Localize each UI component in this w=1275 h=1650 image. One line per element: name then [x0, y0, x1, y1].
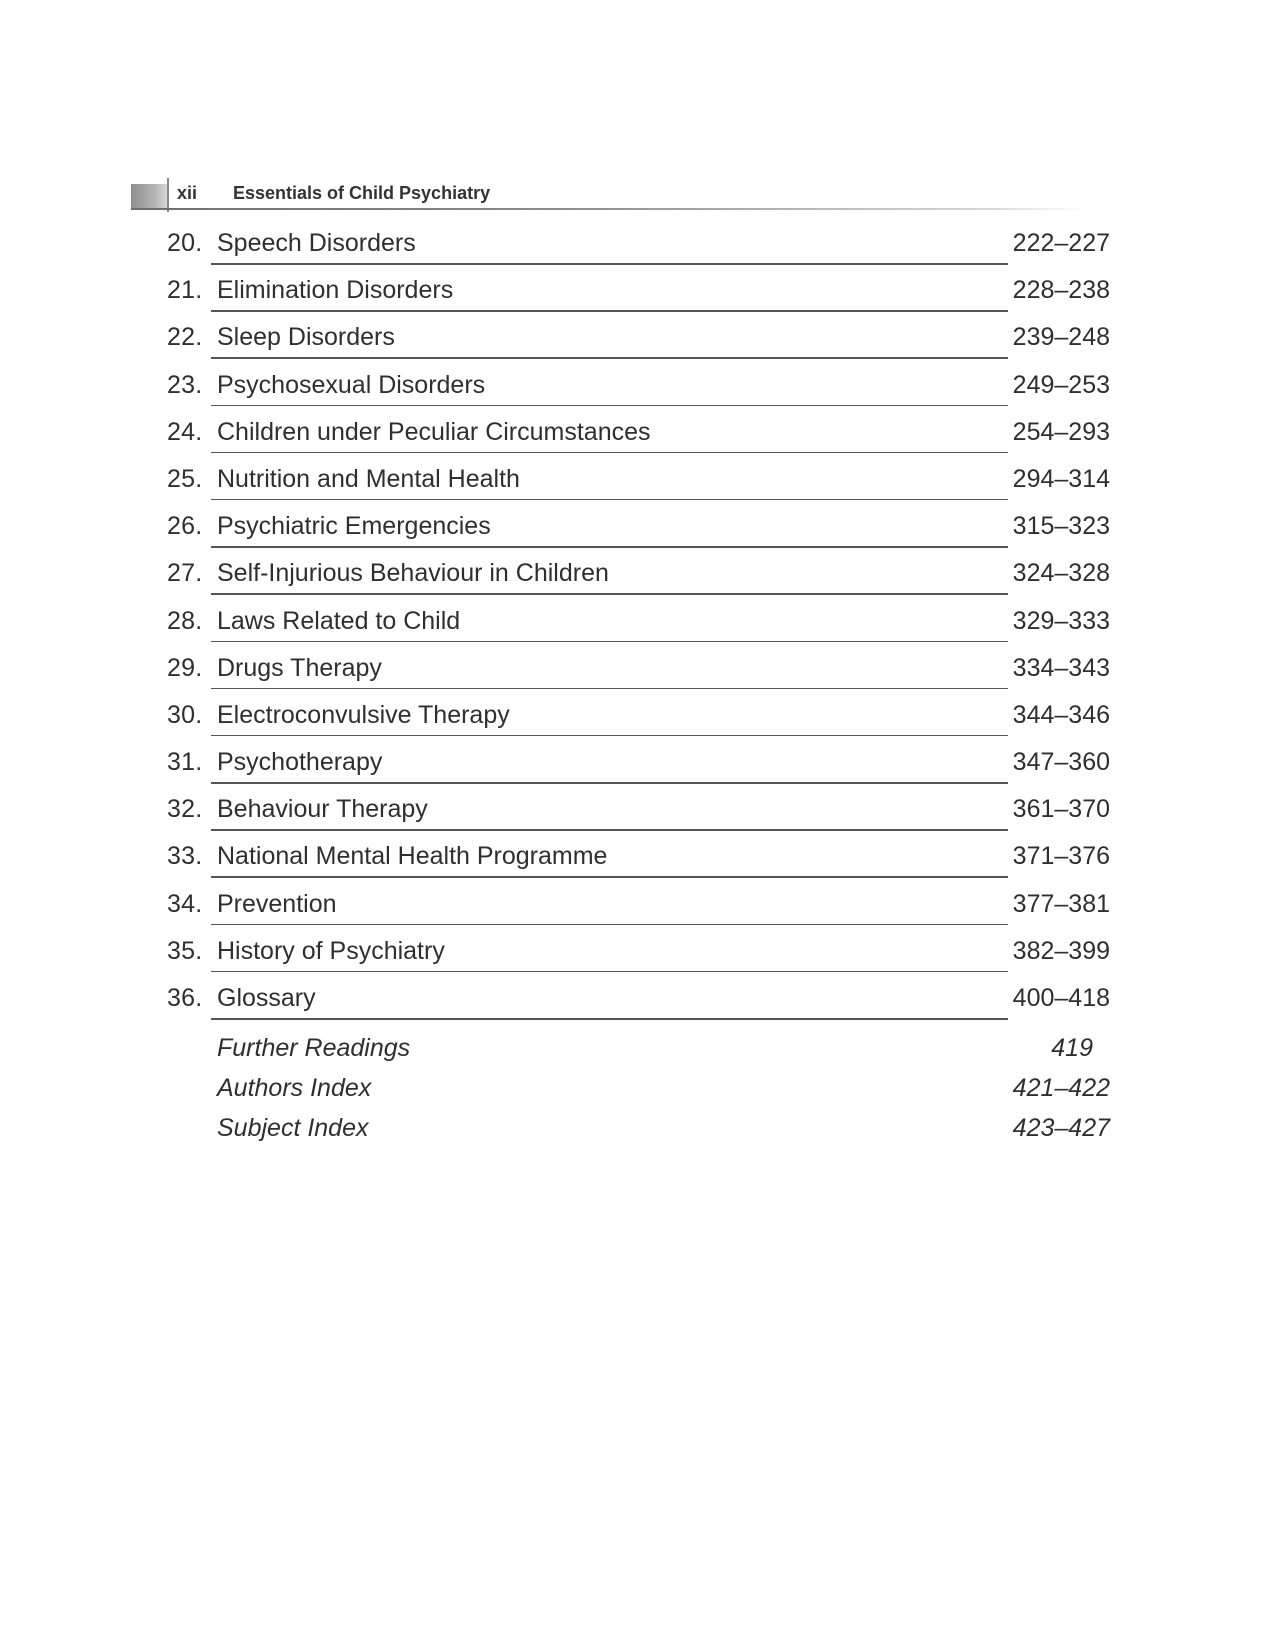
entry-rule	[211, 452, 1008, 454]
chapter-pages: 329–333	[1012, 606, 1110, 635]
toc-entry	[160, 838, 1110, 885]
chapter-pages: 377–381	[1012, 889, 1110, 918]
chapter-title: Nutrition and Mental Health	[217, 464, 520, 493]
chapter-title: Psychiatric Emergencies	[217, 512, 491, 541]
chapter-number: 34.	[167, 889, 203, 918]
toc-entry	[160, 603, 1110, 650]
chapter-number: 35.	[167, 936, 203, 965]
toc-entry	[160, 791, 1110, 838]
entry-rule	[211, 876, 1008, 878]
entry-rule	[211, 688, 1008, 690]
chapter-number: 24.	[167, 417, 203, 446]
chapter-pages: 344–346	[1012, 700, 1110, 729]
chapter-title: Drugs Therapy	[217, 653, 382, 682]
chapter-number: 32.	[167, 795, 203, 824]
toc-entry	[160, 980, 1110, 1027]
chapter-title: Psychosexual Disorders	[217, 370, 486, 399]
entry-rule	[211, 1018, 1008, 1020]
chapter-pages: 347–360	[1012, 748, 1110, 777]
toc-entry	[160, 650, 1110, 697]
back-matter-entry	[160, 1114, 1110, 1154]
table-of-contents	[160, 225, 1110, 1027]
chapter-title: Prevention	[217, 889, 337, 918]
chapter-title: National Mental Health Programme	[217, 842, 608, 871]
chapter-title: Self-Injurious Behaviour in Children	[217, 559, 609, 588]
chapter-title: Children under Peculiar Circumstances	[217, 417, 651, 446]
entry-rule	[211, 310, 1008, 312]
chapter-number: 33.	[167, 842, 203, 871]
chapter-pages: 294–314	[1012, 464, 1110, 493]
toc-entry	[160, 414, 1110, 461]
entry-rule	[211, 263, 1008, 265]
chapter-pages: 361–370	[1012, 795, 1110, 824]
header-tab-block	[131, 184, 167, 208]
running-header	[131, 178, 1086, 212]
chapter-number: 29.	[167, 653, 203, 682]
entry-rule	[211, 829, 1008, 831]
toc-entry	[160, 225, 1110, 272]
toc-entry	[160, 461, 1110, 508]
entry-rule	[211, 735, 1008, 737]
toc-entry	[160, 555, 1110, 602]
chapter-number: 30.	[167, 700, 203, 729]
chapter-pages: 382–399	[1012, 936, 1110, 965]
chapter-title: Laws Related to Child	[217, 606, 461, 635]
chapter-pages: 222–227	[1012, 229, 1110, 257]
header-rule	[131, 208, 1086, 210]
entry-rule	[211, 357, 1008, 359]
toc-entry	[160, 319, 1110, 366]
chapter-pages: 371–376	[1012, 842, 1110, 871]
chapter-pages: 324–328	[1012, 559, 1110, 588]
chapter-pages: 315–323	[1012, 512, 1110, 541]
chapter-number: 28.	[167, 606, 203, 635]
entry-rule	[211, 971, 1008, 973]
chapter-title: Speech Disorders	[217, 229, 416, 257]
chapter-pages: 254–293	[1012, 417, 1110, 446]
back-matter-title: Further Readings	[217, 1034, 411, 1062]
chapter-title: Sleep Disorders	[217, 323, 395, 352]
chapter-title: History of Psychiatry	[217, 936, 445, 965]
back-matter-pages: 421–422	[1012, 1074, 1110, 1102]
entry-rule	[211, 499, 1008, 501]
chapter-title: Psychotherapy	[217, 748, 383, 777]
back-matter-entry	[160, 1074, 1110, 1114]
entry-rule	[211, 782, 1008, 784]
chapter-pages: 239–248	[1012, 323, 1110, 352]
toc-entry	[160, 367, 1110, 414]
chapter-number: 26.	[167, 512, 203, 541]
chapter-number: 36.	[167, 984, 203, 1012]
back-matter-title: Subject Index	[217, 1114, 369, 1142]
chapter-pages: 228–238	[1012, 276, 1110, 305]
toc-entry	[160, 886, 1110, 933]
chapter-number: 23.	[167, 370, 203, 399]
chapter-title: Behaviour Therapy	[217, 795, 428, 824]
toc-entry	[160, 744, 1110, 791]
back-matter-pages: 423–427	[1012, 1114, 1110, 1142]
entry-rule	[211, 405, 1008, 407]
entry-rule	[211, 924, 1008, 926]
back-matter-entry	[160, 1034, 1110, 1074]
chapter-pages: 334–343	[1012, 653, 1110, 682]
chapter-number: 25.	[167, 464, 203, 493]
toc-entry	[160, 272, 1110, 319]
chapter-number: 22.	[167, 323, 203, 352]
back-matter-list	[160, 1034, 1110, 1154]
chapter-number: 31.	[167, 748, 203, 777]
chapter-number: 20.	[167, 229, 203, 257]
header-divider	[167, 178, 169, 212]
chapter-number: 21.	[167, 276, 203, 305]
back-matter-title: Authors Index	[217, 1074, 372, 1102]
toc-entry	[160, 933, 1110, 980]
entry-rule	[211, 546, 1008, 548]
chapter-title: Glossary	[217, 984, 316, 1012]
chapter-pages: 400–418	[1012, 984, 1110, 1012]
back-matter-pages: 419	[1051, 1034, 1093, 1062]
entry-rule	[211, 641, 1008, 643]
header-book-title: Essentials of Child Psychiatry	[233, 183, 491, 203]
header-page-number: xii	[177, 183, 198, 203]
toc-entry	[160, 508, 1110, 555]
chapter-pages: 249–253	[1012, 370, 1110, 399]
chapter-title: Elimination Disorders	[217, 276, 454, 305]
chapter-number: 27.	[167, 559, 203, 588]
entry-rule	[211, 593, 1008, 595]
chapter-title: Electroconvulsive Therapy	[217, 700, 510, 729]
toc-entry	[160, 697, 1110, 744]
